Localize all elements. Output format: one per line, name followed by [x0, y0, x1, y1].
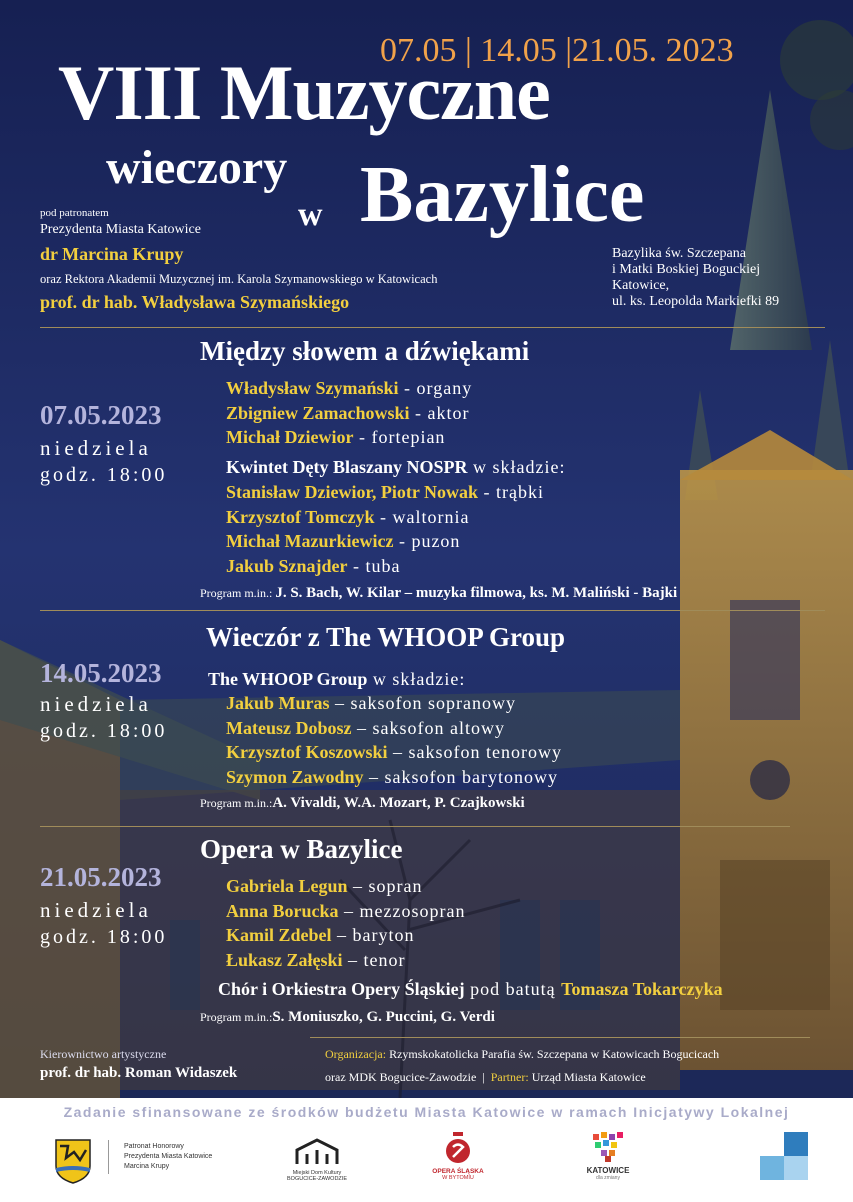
- member-name: Krzysztof Tomczyk: [226, 506, 375, 527]
- partner-value: Urząd Miasta Katowice: [531, 1070, 646, 1084]
- concert-1-date: 07.05.2023: [40, 400, 162, 430]
- venue-line-2: i Matki Boskiej Boguckiej: [612, 262, 761, 277]
- mdk-logo-line: BOGUCICE-ZAWODZIE: [287, 1176, 347, 1182]
- title-line-1: VIII Muzyczne: [58, 49, 550, 136]
- katowice-coat-of-arms-logo: [54, 1138, 92, 1188]
- katowice-logo-subtext: dla zmiany: [596, 1175, 620, 1181]
- member-name: Jakub Muras: [226, 693, 330, 713]
- concert-1-members: [226, 480, 544, 578]
- opera-logo-line: W BYTOMIU: [442, 1175, 474, 1181]
- co-organizer-prefix: oraz: [325, 1070, 346, 1084]
- concert-1-day: niedziela: [40, 436, 152, 460]
- member-name: Michał Mazurkiewicz: [226, 531, 394, 551]
- ensemble-suffix: w składzie:: [467, 457, 566, 477]
- member-name: Mateusz Dobosz: [226, 717, 352, 738]
- concert-2-ensemble: [208, 667, 465, 692]
- performer-role: - aktor: [409, 402, 470, 423]
- partner-label: Partner:: [490, 1070, 529, 1084]
- concert-2-date: 14.05.2023: [40, 658, 162, 688]
- member-role: - tuba: [347, 555, 401, 576]
- patronage-logo-line: Prezydenta Miasta Katowice: [124, 1153, 213, 1160]
- title-w: w: [298, 196, 323, 233]
- performer-name: Michał Dziewior: [226, 427, 354, 447]
- coat-of-arms-icon: [54, 1138, 92, 1184]
- opera-emblem-icon: [443, 1130, 473, 1164]
- member-name: Stanisław Dziewior, Piotr Nowak: [226, 482, 478, 502]
- separator: [40, 826, 790, 827]
- concert-3-hour: godz. 18:00: [40, 926, 168, 948]
- concert-2-day: niedziela: [40, 692, 152, 716]
- member: [226, 923, 466, 948]
- separator: [40, 327, 825, 328]
- member: [226, 505, 544, 530]
- house-icon: [295, 1138, 339, 1166]
- organizer-value: Rzymskokatolicka Parafia św. Szczepana w Katowicach Bogucicach: [389, 1047, 720, 1061]
- member-name: Jakub Sznajder: [226, 555, 348, 576]
- ensemble-name: The WHOOP Group: [208, 669, 368, 689]
- organizer: [325, 1047, 719, 1062]
- member-role: – tenor: [342, 949, 406, 970]
- concert-1-ensemble: [226, 455, 565, 480]
- conductor-name: Tomasza Tokarczyka: [561, 979, 723, 999]
- mdk-logo: [285, 1138, 349, 1182]
- member: [226, 740, 562, 765]
- patron-name-2: prof. dr hab. Władysława Szymańskiego: [40, 292, 350, 312]
- ensemble-suffix: w składzie:: [367, 669, 466, 689]
- organizer-label: Organizacja:: [325, 1047, 387, 1061]
- artistic-direction-name: prof. dr hab. Roman Widaszek: [40, 1065, 238, 1081]
- squares-icon: [760, 1132, 808, 1180]
- concert-3-choir: [218, 977, 723, 1002]
- co-organizer: oraz MDK Bogucice-Zawodzie | Partner: Urząd Miasta Katowice: [325, 1070, 646, 1084]
- concert-2-hour: godz. 18:00: [40, 720, 168, 742]
- concert-3-day: niedziela: [40, 898, 152, 922]
- member: [226, 691, 562, 716]
- katowice-city-logo: [578, 1130, 638, 1181]
- katowice-logo-text: KATOWICE: [586, 1166, 630, 1175]
- performer: [226, 425, 472, 450]
- member-role: – saksofon sopranowy: [329, 693, 517, 713]
- event-dates: 07.05 | 14.05 |21.05. 2023: [380, 32, 734, 69]
- concert-2-members: [226, 691, 562, 789]
- concert-1-performers: [226, 376, 472, 450]
- member-name: Szymon Zawodny: [226, 766, 364, 787]
- patronage-logo-line: Marcina Krupy: [124, 1163, 170, 1170]
- concert-3-program: [200, 1009, 495, 1026]
- performer: [226, 401, 472, 426]
- member-role: - trąbki: [478, 482, 544, 502]
- logo-divider: [108, 1140, 109, 1174]
- member: [226, 529, 544, 554]
- member-name: Kamil Zdebel: [226, 925, 332, 945]
- katowice-mosaic-icon: [591, 1130, 625, 1162]
- member-role: – baryton: [331, 925, 415, 945]
- separator: [40, 610, 825, 611]
- member: [226, 765, 562, 790]
- concert-3-date: 21.05.2023: [40, 862, 162, 892]
- co-organizer-value: MDK Bogucice-Zawodzie: [348, 1070, 477, 1084]
- member: [226, 874, 466, 899]
- member: [226, 899, 466, 924]
- funding-note: Zadanie sfinansowane ze środków budżetu Miasta Katowice w ramach Inicjatywy Lokalnej: [63, 1104, 790, 1120]
- concert-3-members: [226, 874, 466, 972]
- choir-connector: pod batutą: [464, 979, 562, 999]
- performer-role: - organy: [398, 378, 473, 398]
- patron-name-1: dr Marcina Krupy: [40, 244, 184, 264]
- venue-address: [612, 246, 779, 310]
- mdk-logo-line: Miejski Dom Kultury: [292, 1170, 342, 1176]
- opera-logo-line: OPERA ŚLĄSKA: [432, 1168, 484, 1175]
- member-role: – sopran: [347, 876, 423, 896]
- member: [226, 554, 544, 579]
- performer-name: Władysław Szymański: [226, 378, 399, 398]
- concert-1-title: Między słowem a dźwiękami: [200, 336, 530, 366]
- patronage-president: Prezydenta Miasta Katowice: [40, 222, 201, 237]
- patronage-label: pod patronatem: [40, 207, 109, 219]
- separator: [310, 1037, 810, 1038]
- program-value: J. S. Bach, W. Kilar – muzyka filmowa, ks. M. Maliński - Bajki: [275, 585, 678, 601]
- member-role: – mezzosopran: [338, 900, 466, 921]
- venue-line-3: Katowice,: [612, 278, 670, 293]
- member-role: – saksofon altowy: [351, 717, 505, 738]
- concert-1-program: [200, 585, 677, 602]
- performer-role: - fortepian: [353, 427, 446, 447]
- concert-2-title: Wieczór z The WHOOP Group: [206, 622, 566, 652]
- member-name: Gabriela Legun: [226, 876, 348, 896]
- member-name: Krzysztof Koszowski: [226, 742, 388, 762]
- patronage-logo-line: Patronat Honorowy: [124, 1143, 184, 1150]
- local-initiative-logo: [760, 1132, 808, 1184]
- member-role: – saksofon tenorowy: [387, 742, 562, 762]
- choir-name: Chór i Orkiestra Opery Śląskiej: [218, 979, 465, 999]
- program-label: Program m.in.:: [200, 1010, 273, 1024]
- concert-1-hour: godz. 18:00: [40, 464, 168, 486]
- member: [226, 480, 544, 505]
- title-bazylice: Bazylice: [360, 151, 645, 239]
- program-value: S. Moniuszko, G. Puccini, G. Verdi: [272, 1009, 495, 1025]
- concert-3-title: Opera w Bazylice: [200, 834, 403, 864]
- member: [226, 716, 562, 741]
- opera-slaska-logo: [428, 1130, 488, 1181]
- venue-line-1: Bazylika św. Szczepana: [612, 246, 746, 261]
- member-role: - puzon: [393, 531, 461, 551]
- venue-line-4: ul. ks. Leopolda Markiefki 89: [612, 294, 780, 309]
- program-value: A. Vivaldi, W.A. Mozart, P. Czajkowski: [272, 795, 525, 811]
- member-role: – saksofon barytonowy: [363, 766, 559, 787]
- concert-2-program: [200, 795, 525, 812]
- member-name: Anna Borucka: [226, 900, 339, 921]
- ensemble-name: Kwintet Dęty Blaszany NOSPR: [226, 457, 468, 477]
- member-role: - waltornia: [374, 506, 470, 527]
- artistic-direction-label: Kierownictwo artystyczne: [40, 1047, 167, 1061]
- patronage-logo-text: [124, 1142, 212, 1172]
- member: [226, 948, 466, 973]
- performer: [226, 376, 472, 401]
- program-label: Program m.in.:: [200, 586, 276, 600]
- member-name: Łukasz Załęski: [226, 949, 343, 970]
- performer-name: Zbigniew Zamachowski: [226, 402, 410, 423]
- patronage-rector: oraz Rektora Akademii Muzycznej im. Karola Szymanowskiego w Katowicach: [40, 272, 438, 286]
- title-wieczory: wieczory: [106, 141, 288, 194]
- program-label: Program m.in.:: [200, 796, 273, 810]
